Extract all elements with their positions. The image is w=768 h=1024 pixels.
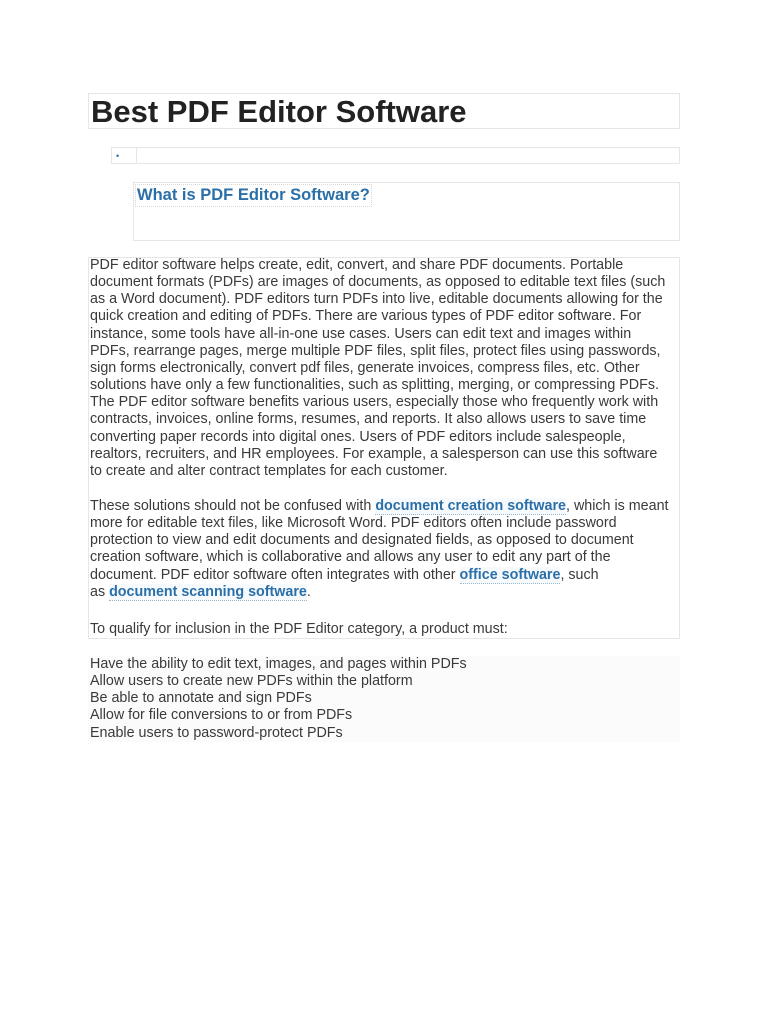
text-segment: as [90,583,110,600]
document-creation-software-link[interactable]: document creation software [375,498,566,514]
subheading-container [133,182,680,241]
paragraph-line: To qualify for inclusion in the PDF Editor category, a product must: [90,621,508,637]
section-heading: What is PDF Editor Software? [135,184,372,207]
paragraph-line [90,498,680,515]
list-item: Have the ability to edit text, images, and pages within PDFs [90,656,467,672]
paragraph-line: converting paper records into digital ones. Users of PDF editors include salespeople, [90,428,626,445]
text-segment: document. PDF editor software often integrates with other [90,566,460,583]
toc-bar [111,147,680,164]
paragraph-line: realtors, recruiters, and HR employees. For example, a salesperson can use this software [90,445,658,462]
comparison-paragraph [90,498,680,601]
paragraph-line: quick creation and editing of PDFs. There are various types of PDF editor software. For [90,308,642,325]
toc-bullet-cell [112,148,137,163]
paragraph-line: PDFs, rearrange pages, merge multiple PDF files, split files, protect files using passwords, [90,342,661,359]
paragraph-line: The PDF editor software benefits various users, especially those who frequently work with [90,394,659,411]
page-title: Best PDF Editor Software [91,94,467,129]
title-container [88,93,680,129]
text-segment: , which is meant [566,498,669,514]
paragraph-line: contracts, invoices, online forms, resumes, and reports. It also allows users to save time [90,411,647,428]
paragraph-line [90,567,680,584]
office-software-link[interactable]: office software [459,566,561,583]
qualification-paragraph [90,621,680,638]
paragraph-line: to create and alter contract templates for each customer. [90,462,448,479]
bullet-icon: • [116,151,120,161]
paragraph-line: document formats (PDFs) are images of documents, as opposed to editable text files (such [90,274,666,291]
paragraph-line: solutions have only a few functionalities, such as splitting, merging, or compressing PDFs. [90,377,659,394]
paragraph-line [90,584,680,601]
document-scanning-software-link[interactable]: document scanning software [109,583,307,600]
paragraph-line: protection to view and edit documents and designated fields, as opposed to document [90,532,634,549]
text-segment: . [306,583,311,600]
list-item: Enable users to password-protect PDFs [90,724,343,741]
paragraph-line: instance, some tools have all-in-one use cases. Users can edit text and images within [90,325,632,342]
intro-paragraph [90,257,680,480]
paragraph-line: sign forms electronically, convert pdf files, generate invoices, compress files, etc. Other [90,359,640,376]
list-item: Be able to annotate and sign PDFs [90,690,312,707]
criteria-list [90,656,467,742]
paragraph-line: as a Word document). PDF editors turn PDFs into live, editable documents allowing for the [90,291,663,308]
list-item: Allow users to create new PDFs within the platform [90,673,413,690]
text-segment: These solutions should not be confused with [90,498,376,514]
paragraph-line: creation software, which is collaborative and allows any user to edit any part of the [90,549,611,566]
paragraph-line: more for editable text files, like Microsoft Word. PDF editors often include password [90,515,617,532]
text-segment: , such [560,566,599,583]
list-item: Allow for file conversions to or from PDFs [90,707,353,724]
paragraph-line: PDF editor software helps create, edit, convert, and share PDF documents. Portable [90,257,624,273]
